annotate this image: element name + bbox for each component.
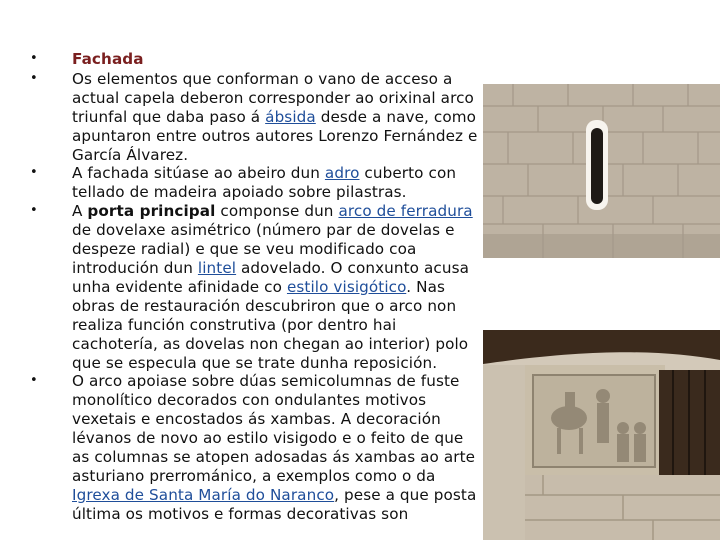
stone-wall-drawing [483,84,720,258]
link-adro[interactable]: adro [324,164,360,183]
text-span: . Nas obras de restauración descubriron que o arco non realiza función construtiva (por dentro hai cachotería, as dovelas non chegan ao interior) polo que se especula que se trate dunha reposición. [72,277,469,372]
bullet-item [28,70,478,165]
bullet-dot-icon: • [30,203,38,219]
text-span: Os elementos que conforman o vano de acceso a actual capela deberon corresponder ao orixinal arco triunfal que daba paso á [72,69,474,126]
bullet-dot-icon: • [30,165,38,181]
stone-wall-window-photo [483,84,720,258]
link-igrexa-naranco[interactable]: Igrexa de Santa María do Naranco [72,485,335,504]
bullet-list [28,50,478,524]
text-span: A fachada sitúase ao abeiro dun [72,164,325,183]
bold-text: porta principal [87,202,216,221]
portal-relief-drawing [483,330,720,540]
bullet-item [28,372,478,523]
text-span: , pese a que posta última os motivos e formas decorativas son [72,485,477,523]
link-arco-de-ferradura[interactable]: arco de ferradura [338,202,473,221]
bullet-item [28,202,478,372]
text-span: A [72,202,88,221]
link-absida[interactable]: ábsida [265,107,316,126]
text-span: adovelado. O conxunto acusa unha evidente afinidade co [72,258,470,296]
text-span: cuberto con tellado de madeira apoiado sobre pilastras. [72,164,457,202]
portal-relief-photo [483,330,720,540]
text-span: componse dun [215,202,339,221]
link-lintel[interactable]: lintel [197,258,237,277]
text-span: desde a nave, como apuntaron entre outros autores Lorenzo Fernández e García Álvarez. [72,107,478,164]
bullet-item [28,164,478,202]
section-title: Fachada [72,50,144,68]
link-estilo-visigotico[interactable]: estilo visigótico [286,277,407,296]
bullet-heading [28,50,478,69]
bullet-dot-icon: • [30,70,38,86]
bullet-dot-icon: • [30,373,38,389]
bullet-dot-icon: • [30,51,38,66]
text-span: de dovelaxe asimétrico (número par de dovelas e despeze radial) e que se veu modificado coa introdución dun [72,221,455,277]
text-span: O arco apoiase sobre dúas semicolumnas de fuste monolítico decorados con ondulantes motivos vexetais e encostados ás xambas. A decoración lévanos de novo ao estilo visigodo e o feito de que as columnas se atopen adosadas ás xambas ao arte asturiano prerrománico, a exemplos como o da [72,372,476,485]
